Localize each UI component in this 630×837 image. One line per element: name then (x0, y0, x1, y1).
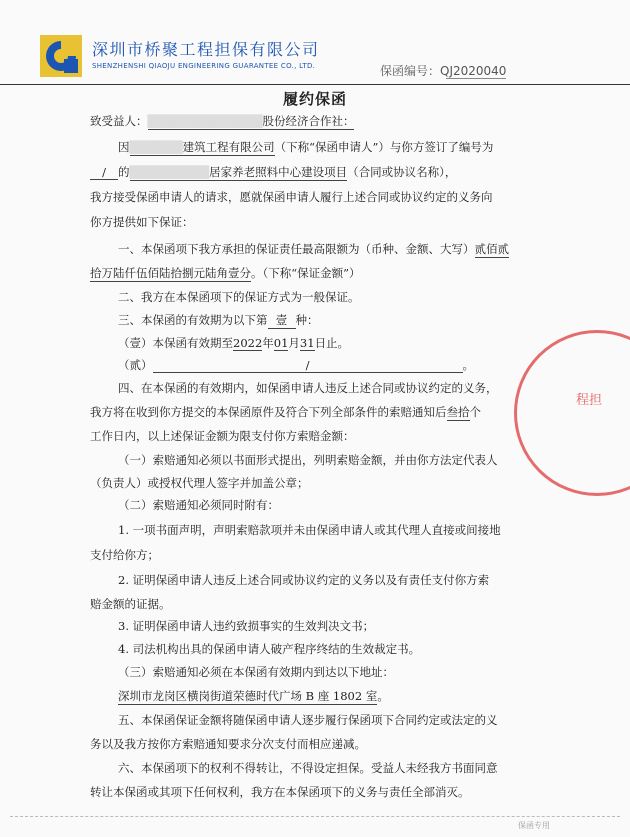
guarantee-number-underline (446, 78, 506, 79)
day-label: 日止。 (314, 336, 350, 350)
beneficiary-name: █████████████股份经济合作社： (147, 114, 355, 128)
beneficiary-name-tail: 股份经济合作社： (262, 114, 355, 128)
section-3 (118, 312, 319, 329)
paragraph-1-line-3: 我方接受保函申请人的请求，愿就保函申请人履行上述合同或协议约定的义务向 (90, 190, 493, 204)
s1-text-b: 。（下称“保证金额”） (251, 266, 361, 280)
condition-2-item-1-line-1: 1. 一项书面声明，声明索赔款项并未由保函申请人或其代理人直接或间接地 (118, 523, 501, 537)
company-name-en: SHENZHENSHI QIAOJU ENGINEERING GUARANTEE CO., LTD. (92, 62, 316, 70)
claim-address: 深圳市龙岗区横岗街道荣德时代广场 B 座 1802 室 (118, 689, 378, 703)
company-logo (40, 35, 82, 77)
s1-text-a: 一、本保函项下我方承担的保证责任最高限额为（币种、金额、大写） (118, 242, 475, 256)
paragraph-1-line-4: 你方提供如下保证： (90, 215, 194, 229)
payment-days: 叁拾 (446, 405, 470, 419)
condition-2-item-2-line-1: 2. 证明保函申请人违反上述合同或协议约定的义务以及有责任支付你方索 (118, 573, 490, 587)
s3-2-value: / (153, 358, 463, 373)
applicant-name: ██████建筑工程有限公司 (129, 140, 275, 154)
section-3-option-1 (118, 335, 349, 351)
guarantee-number-value: QJ2020040 (440, 64, 507, 78)
project-name-tail: 居家养老照料中心建设项目 (209, 165, 348, 179)
condition-2-item-3: 3. 证明保函申请人违约致损事实的生效判决文书； (118, 619, 375, 633)
validity-choice: 壹 (268, 312, 296, 329)
amount-part-b: 拾万陆仟伍佰陆拾捌元陆角壹分 (90, 266, 251, 280)
section-2: 二、我方在本保函项下的保证方式为一般保证。 (118, 290, 360, 304)
expiry-day: 31 (299, 336, 315, 350)
section-3-option-2 (118, 357, 474, 373)
footer-rule (10, 816, 620, 817)
applicant-name-tail: 建筑工程有限公司 (182, 140, 275, 154)
section-5-line-2: 务以及我方按你方索赔通知要求分次支付而相应递减。 (90, 737, 366, 751)
seal-text: 程担 (576, 393, 603, 408)
paragraph-1-line-2 (90, 164, 456, 181)
s3-2-label: （贰） (118, 358, 153, 372)
condition-3: （三）索赔通知必须在本保函有效期内到达以下地址： (118, 665, 394, 679)
p1-of: 的 (118, 165, 130, 179)
guarantee-number (380, 62, 506, 79)
beneficiary-line (90, 113, 354, 130)
expiry-year: 2022 (233, 336, 263, 350)
expiry-month: 01 (273, 336, 289, 350)
s3-text-b: 种： (295, 313, 319, 327)
claim-address-line (118, 688, 389, 705)
claim-address-end: 。 (377, 689, 389, 703)
amount-part-a: 贰佰贰 (474, 242, 509, 256)
condition-2-item-1-line-2: 支付给你方； (90, 548, 159, 562)
page-title: 履约保函 (282, 90, 347, 108)
condition-2-item-4: 4. 司法机构出具的保函申请人破产程序终结的生效裁定书。 (118, 642, 421, 656)
company-seal (514, 330, 630, 496)
p1-text-a: （下称“保函申请人”）与你方签订了编号为 (274, 140, 494, 154)
s3-2-end: 。 (462, 358, 474, 372)
section-6-line-1: 六、本保函项下的权利不得转让，不得设定担保。受益人未经我方书面同意 (118, 761, 498, 775)
p1-text-b: （合同或协议名称）， (347, 165, 457, 179)
section-5-line-1: 五、本保函保证金额将随保函申请人逐步履行保函项下合同约定或法定的义 (118, 713, 498, 727)
footer-note: 保函专用 (518, 821, 550, 830)
p1-because: 因 (118, 140, 130, 154)
s3-1-text-a: （壹）本保函有效期至 (118, 336, 233, 350)
paragraph-1-line-1 (118, 139, 493, 156)
s4-text-b: 我方将在收到你方提交的本保函原件及符合下列全部条件的索赔通知后 (90, 405, 447, 419)
company-name-cn: 深圳市桥聚工程担保有限公司 (92, 40, 320, 59)
condition-1-line-1: （一）索赔通知必须以书面形式提出，列明索赔金额，并由你方法定代表人 (118, 453, 498, 467)
project-name: █████████居家养老照料中心建设项目 (129, 165, 348, 179)
section-4-line-3: 工作日内，以上述保证金额为限支付你方索赔金额： (90, 429, 355, 443)
condition-2-item-2-line-2: 赔金额的证据。 (90, 597, 171, 611)
contract-number: / (90, 165, 118, 180)
month-label: 月 (288, 336, 300, 350)
guarantee-number-label: 保函编号： (380, 64, 441, 78)
beneficiary-label: 致受益人： (90, 114, 148, 128)
s4-text-c: 个 (469, 405, 481, 419)
section-1-line-1 (118, 241, 509, 258)
s3-text-a: 三、本保函的有效期为以下第 (118, 313, 268, 327)
condition-2: （二）索赔通知必须同时附有： (118, 498, 279, 512)
section-4-line-1: 四、在本保函的有效期内，如保函申请人违反上述合同或协议约定的义务， (118, 381, 498, 395)
header-rule (0, 84, 630, 85)
year-label: 年 (262, 336, 274, 350)
section-1-line-2 (90, 265, 361, 282)
section-4-line-2 (90, 404, 481, 421)
condition-1-line-2: （负责人）或授权代理人签字并加盖公章； (90, 476, 309, 490)
section-6-line-2: 转让本保函或其项下任何权利，我方在本保函项下的义务与责任全部消灭。 (90, 785, 470, 799)
